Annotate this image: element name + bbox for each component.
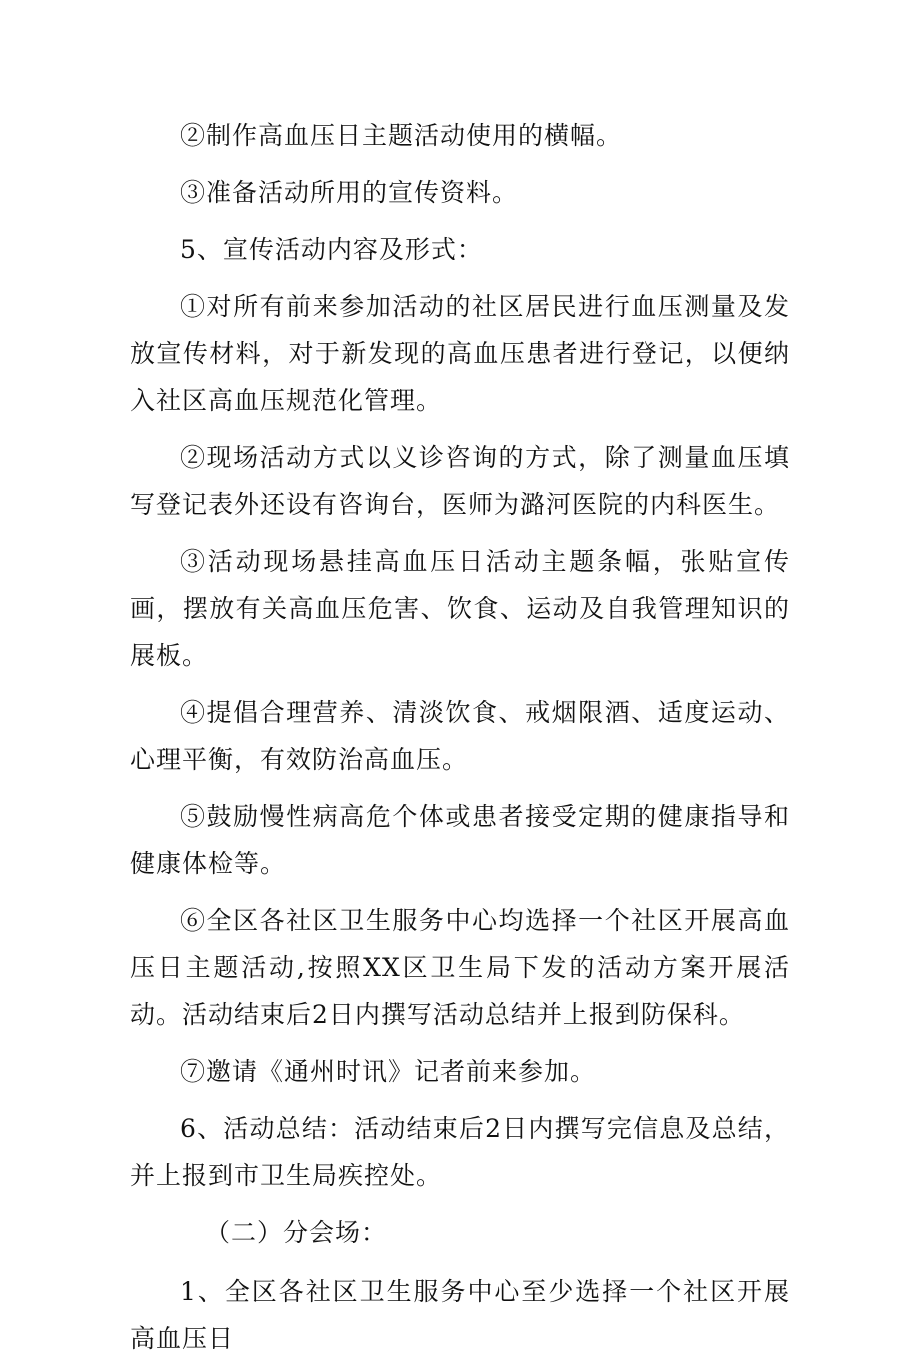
paragraph-branch-1: 1、全区各社区卫生服务中心至少选择一个社区开展高血压日 (130, 1277, 790, 1353)
paragraph-item-3: ③活动现场悬挂高血压日活动主题条幅，张贴宣传画，摆放有关高血压危害、饮食、运动及自我管理知识的展板。 (130, 547, 790, 670)
paragraph-item-6: ⑥全区各社区卫生服务中心均选择一个社区开展高血压日主题活动,按照XX区卫生局下发的活动方案开展活动。活动结束后2日内撰写活动总结并上报到防保科。 (130, 906, 790, 1029)
paragraph-banner: ②制作高血压日主题活动使用的横幅。 (180, 121, 623, 150)
document-body (130, 112, 790, 1372)
section-heading-summary: 6、活动总结：活动结束后2日内撰写完信息及总结，并上报到市卫生局疾控处。 (130, 1114, 790, 1190)
paragraph-materials: ③准备活动所用的宣传资料。 (180, 178, 519, 207)
section-heading-content-form: 5、宣传活动内容及形式： (180, 235, 483, 264)
sub-heading-branch-venue: （二）分会场： (205, 1218, 388, 1247)
paragraph-item-7: ⑦邀请《通州时讯》记者前来参加。 (180, 1057, 597, 1086)
paragraph-item-4: ④提倡合理营养、清淡饮食、戒烟限酒、适度运动、心理平衡，有效防治高血压。 (130, 698, 790, 774)
paragraph-item-2: ②现场活动方式以义诊咨询的方式，除了测量血压填写登记表外还设有咨询台，医师为潞河医院的内科医生。 (130, 443, 790, 519)
paragraph-item-5: ⑤鼓励慢性病高危个体或患者接受定期的健康指导和健康体检等。 (130, 802, 790, 878)
paragraph-item-1: ①对所有前来参加活动的社区居民进行血压测量及发放宣传材料，对于新发现的高血压患者进行登记，以便纳入社区高血压规范化管理。 (130, 292, 790, 415)
